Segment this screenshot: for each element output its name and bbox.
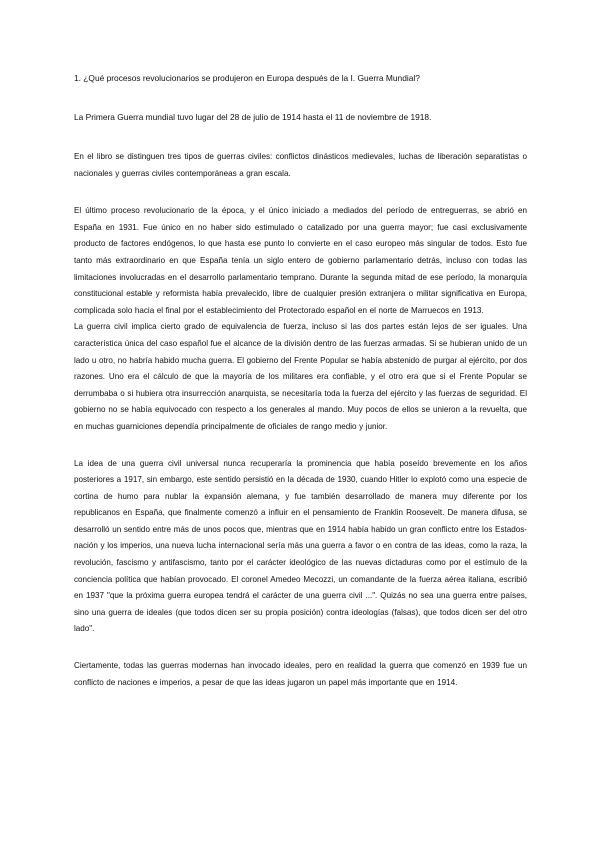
paragraph-armed-forces: La guerra civil implica cierto grado de equivalencia de fuerza, incluso si las dos partes están lejos de ser iguales. Una característica única del caso español fue el alcance de la división dentro de las fuerzas armadas. Si se hubieran unido de un lado u otro, no habría habido mucha guerra. El gobierno del Frente Popular se había abstenido de purgar al ejército, por dos razones. Uno era el cálculo de que la mayoría de los militares era confiable, y el otro era que si el Frente Popular se derrumbaba o si hubiera otra insurrección anarquista, se necesitaría toda la fuerza del ejército y las fuerzas de seguridad. El gobierno no se había equivocado con respecto a los generales al mando. Muy pocos de ellos se unieron a la revuelta, que en muchas guarniciones dependía principalmente de oficiales de rango medio y junior. bbox=[74, 322, 527, 431]
document-body bbox=[74, 72, 527, 691]
paragraph-civil-war-types: En el libro se distinguen tres tipos de guerras civiles: conflictos dinásticos medievales, luchas de liberación separatistas o nacionales y guerras civiles contemporáneas a gran escala. bbox=[74, 152, 527, 178]
paragraph-universal-civil-war: La idea de una guerra civil universal nunca recuperaría la prominencia que había poseído brevemente en los años posteriores a 1917, sin embargo, este sentido persistió en la década de 1930, cuando Hitler lo explotó como una especie de cortina de humo para nublar la expansión alemana, y fue también desarrollado de manera muy diferente por los republicanos en España, que finalmente comenzó a influir en el pensamiento de Franklin Roosevelt. De manera difusa, se desarrolló un sentido entre más de unos pocos que, mientras que en 1914 había habido un gran conflicto entre los Estados-nación y los imperios, una nueva lucha internacional sería más una guerra a favor o en contra de las ideas, como la raza, la revolución, fascismo y antifascismo, tanto por el carácter ideológico de las nuevas dictaduras como por el estímulo de la conciencia política que habían provocado. El coronel Amedeo Mecozzi, un comandante de la fuerza aérea italiana, escribió en 1937 "que la próxima guerra europea tendrá el carácter de una guerra civil ...". Quizás no sea una guerra entre países, sino una guerra de ideales (que todos dicen ser su propia posición) contra ideologías (falsas), que todos dicen ser del otro lado". bbox=[74, 458, 527, 634]
paragraph-spain-revolution: El último proceso revolucionario de la época, y el único iniciado a mediados del período de entreguerras, se abrió en España en 1931. Fue único en no haber sido estimulado o catalizado por una guerra mayor; fue casi exclusivamente producto de factores endógenos, lo que hasta ese punto lo convierte en el caso europeo más singular de todos. Esto fue tanto más extraordinario en que España tenía un siglo entero de gobierno parlamentario detrás, incluso con todas las limitaciones involucradas en el desarrollo parlamentario temprano. Durante la segunda mitad de ese período, la monarquía constitucional estable y reformista había prevalecido, libre de cualquier presión extranjera o militar significativa en Europa, complicada solo hacia el final por el establecimiento del Protectorado español en el norte de Marruecos en 1913. bbox=[74, 206, 527, 315]
paragraph-modern-wars: Ciertamente, todas las guerras modernas han invocado ideales, pero en realidad la guerra que comenzó en 1939 fue un conflicto de naciones e imperios, a pesar de que las ideas jugaron un papel más importante que en 1914. bbox=[74, 661, 527, 687]
intro-sentence: La Primera Guerra mundial tuvo lugar del 28 de julio de 1914 hasta el 11 de noviembre de 1918. bbox=[74, 112, 432, 122]
question-heading: 1. ¿Qué procesos revolucionarios se produjeron en Europa después de la I. Guerra Mundial? bbox=[74, 73, 420, 83]
